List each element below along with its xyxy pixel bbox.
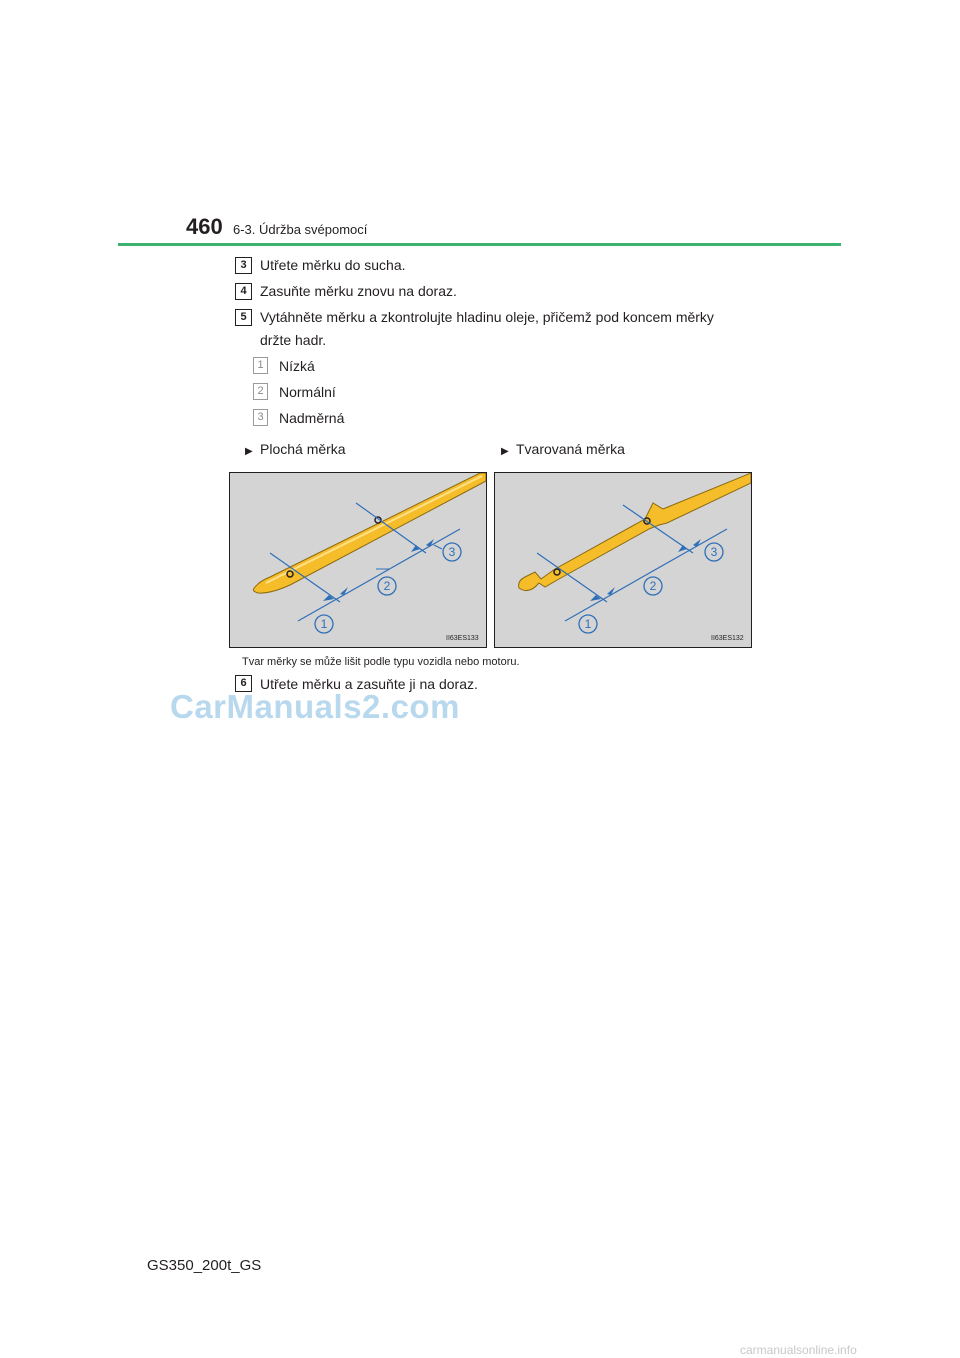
step-3-badge: 3 — [235, 257, 252, 274]
level-1-label: Nízká — [279, 358, 315, 374]
shaped-dipstick-illustration — [494, 472, 752, 648]
figure-code: II63ES132 — [711, 635, 744, 642]
section-title: 6-3. Údržba svépomocí — [233, 222, 368, 237]
figure-caption: Tvar měrky se může lišit podle typu vozidla nebo motoru. — [242, 656, 520, 668]
step-5-text-line1: Vytáhněte měrku a zkontrolujte hladinu oleje, přičemž pod koncem měrky — [260, 309, 714, 325]
callout-3: 3 — [710, 545, 718, 559]
callout-3: 3 — [448, 545, 456, 559]
level-2-number: 2 — [253, 383, 268, 400]
level-3-label: Nadměrná — [279, 410, 345, 426]
step-5-text-line2: držte hadr. — [260, 332, 327, 348]
callout-2: 2 — [649, 579, 657, 593]
step-4-badge: 4 — [235, 283, 252, 300]
step-6-badge: 6 — [235, 675, 252, 692]
callout-2: 2 — [383, 579, 391, 593]
step-3-text: Utřete měrku do sucha. — [260, 257, 406, 273]
level-1-number: 1 — [253, 357, 268, 374]
level-3-number: 3 — [253, 409, 268, 426]
step-6-text: Utřete měrku a zasuňte ji na doraz. — [260, 676, 478, 692]
step-4-text: Zasuňte měrku znovu na doraz. — [260, 283, 457, 299]
header-divider — [118, 243, 841, 246]
shaped-dipstick-label: Tvarovaná měrka — [516, 441, 625, 457]
step-5-badge: 5 — [235, 309, 252, 326]
flat-dipstick-illustration — [229, 472, 487, 648]
watermark-bottom[interactable]: carmanualsonline.info — [740, 1343, 857, 1357]
callout-1: 1 — [320, 617, 328, 631]
footer-model-code: GS350_200t_GS — [147, 1257, 262, 1274]
page-number: 460 — [186, 214, 223, 239]
figure-code: II63ES133 — [446, 635, 479, 642]
triangle-right-icon: ▶ — [245, 446, 253, 457]
level-2-label: Normální — [279, 384, 336, 400]
flat-dipstick-label: Plochá měrka — [260, 441, 346, 457]
watermark-carmanuals[interactable]: CarManuals2.com — [170, 688, 460, 725]
triangle-right-icon: ▶ — [501, 446, 509, 457]
callout-1: 1 — [584, 617, 592, 631]
